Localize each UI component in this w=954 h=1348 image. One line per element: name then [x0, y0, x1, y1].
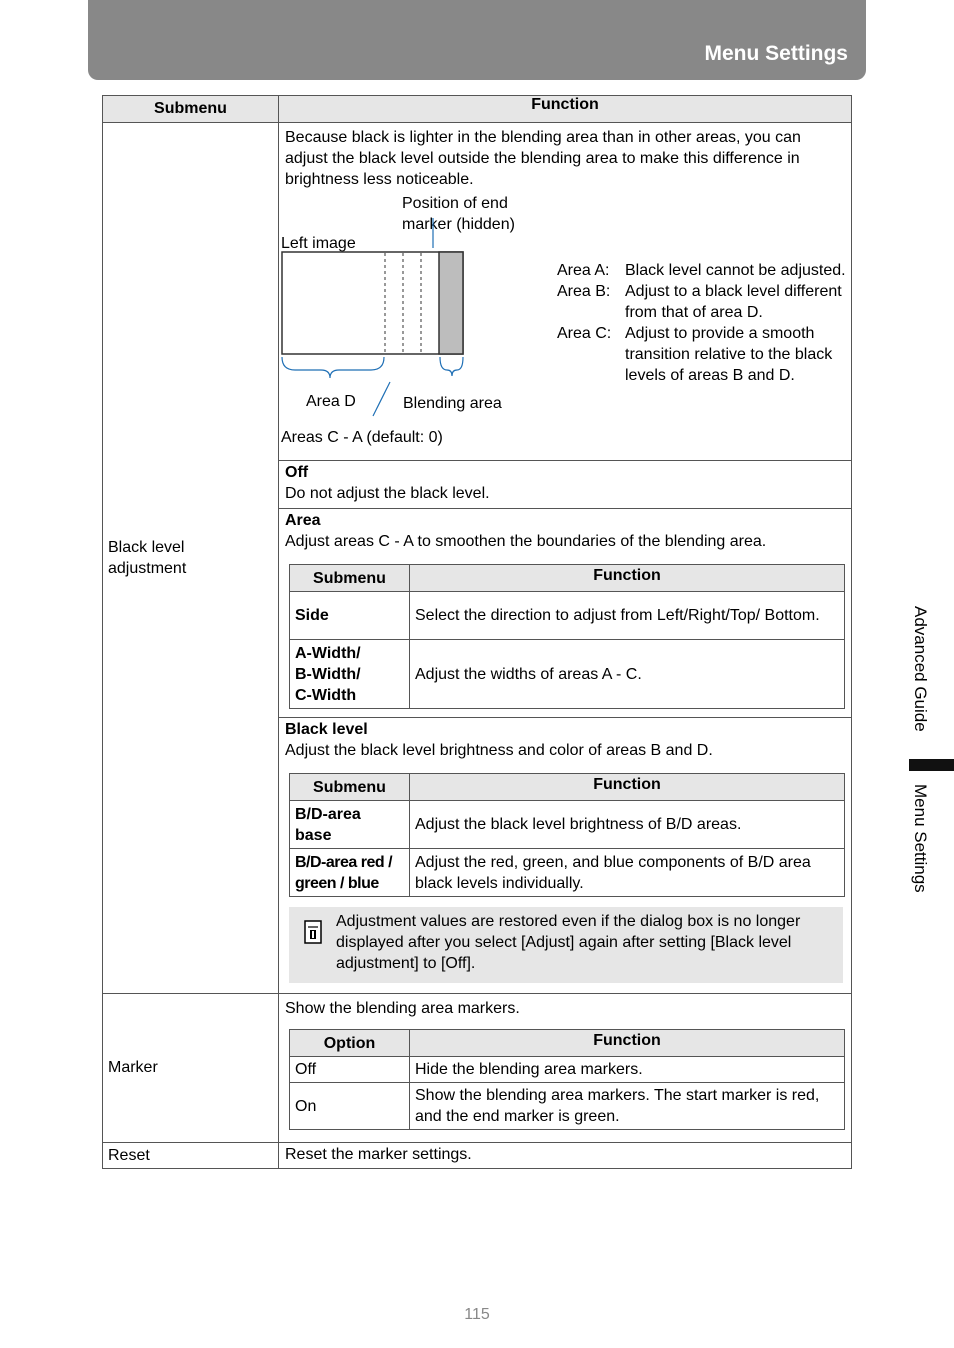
table-row: [290, 801, 845, 849]
marker-subtable: [289, 1029, 845, 1130]
row-label-reset: Reset: [103, 1143, 279, 1169]
submenu-bd-base: [290, 801, 410, 849]
blending-diagram-graphic: [281, 218, 481, 428]
marker-desc: Show the blending area markers.: [285, 1000, 520, 1017]
marker-cell: [279, 994, 852, 1143]
table-row: [290, 1083, 845, 1130]
table-row: [290, 1057, 845, 1083]
option-on: On: [290, 1083, 410, 1130]
legend-key: Area B:: [557, 283, 611, 300]
legend-item: [557, 281, 857, 323]
off-desc: Do not adjust the black level.: [285, 485, 490, 502]
blending-diagram: [281, 190, 846, 460]
option-off: Off: [290, 1057, 410, 1083]
legend-item: [557, 260, 857, 281]
legend-item: [557, 323, 857, 386]
areas-ca-label: Areas C - A (default: 0): [281, 429, 443, 446]
note-text: Adjustment values are restored even if the dialog box is no longer displayed after you select [Adjust] again after setting [Black level adjustment] to [Off].: [336, 913, 801, 972]
table-row: [290, 640, 845, 709]
page-number: 115: [464, 1306, 490, 1323]
submenu-bd-rgb-func: Adjust the red, green, and blue components of B/D area black levels individually.: [410, 849, 845, 897]
side-tab-advanced-guide[interactable]: Advanced Guide: [911, 606, 930, 732]
off-cell: [279, 461, 852, 509]
sub-col-function: Function: [410, 1030, 845, 1057]
area-title: Area: [285, 512, 321, 529]
sub-col-submenu: Submenu: [290, 565, 410, 592]
area-cell: [279, 509, 852, 718]
legend-text: Black level cannot be adjusted.: [625, 262, 846, 279]
note-box: [289, 907, 843, 983]
submenu-widths-func: Adjust the widths of areas A - C.: [410, 640, 845, 709]
black-level-label: Black level adjustment: [108, 539, 187, 577]
area-desc: Adjust areas C - A to smoothen the boundaries of the blending area.: [285, 533, 767, 550]
black-level-desc: Adjust the black level brightness and color of areas B and D.: [285, 742, 713, 759]
submenu-bd-base-text: B/D-area base: [295, 805, 361, 844]
position-label-1: Position of end: [402, 195, 508, 212]
option-off-func: Hide the blending area markers.: [410, 1057, 845, 1083]
submenu-bd-rgb: B/D-area red / green / blue: [290, 849, 410, 897]
blending-area-label: Blending area: [403, 395, 502, 412]
header-title: Menu Settings: [704, 42, 848, 65]
col-header-submenu: Submenu: [103, 96, 279, 123]
black-level-intro-cell: [279, 123, 852, 461]
area-legend: [557, 260, 857, 386]
legend-key: Area C:: [557, 325, 612, 342]
black-level-title: Black level: [285, 721, 368, 738]
table-row: [290, 592, 845, 640]
sub-col-option: Option: [290, 1030, 410, 1057]
area-d-label: Area D: [306, 393, 356, 410]
legend-text: Adjust to a black level different from that of area D.: [625, 283, 842, 321]
legend-key: Area A:: [557, 262, 610, 279]
submenu-widths: [290, 640, 410, 709]
note-icon: [303, 919, 323, 951]
sub-col-function: Function: [410, 565, 845, 592]
page-header: [88, 0, 866, 80]
submenu-side: Side: [290, 592, 410, 640]
row-label-marker: Marker: [103, 994, 279, 1143]
table-row: [290, 849, 845, 897]
legend-text: Adjust to provide a smooth transition relative to the black levels of areas B and D.: [625, 325, 833, 384]
reset-desc: Reset the marker settings.: [279, 1143, 852, 1169]
submenu-bd-base-func: Adjust the black level brightness of B/D areas.: [410, 801, 845, 849]
col-header-function: Function: [279, 96, 852, 123]
position-label-2: marker (hidden): [402, 216, 515, 233]
submenu-side-func: Select the direction to adjust from Left/Right/Top/ Bottom.: [410, 592, 845, 640]
black-level-intro: Because black is lighter in the blending area than in other areas, you can adjust the black level outside the blending area to make this difference in brightness less noticeable.: [285, 129, 801, 188]
left-image-label: Left image: [281, 235, 356, 252]
side-tab-indicator: [909, 759, 954, 771]
area-subtable: [289, 564, 845, 709]
black-level-cell: [279, 718, 852, 994]
menu-table: [102, 95, 852, 1169]
sub-col-submenu: Submenu: [290, 774, 410, 801]
row-label-black-level: [103, 123, 279, 994]
submenu-widths-text: A-Width/ B-Width/ C-Width: [295, 644, 361, 704]
sub-col-function: Function: [410, 774, 845, 801]
side-tab-menu-settings[interactable]: Menu Settings: [911, 784, 930, 893]
option-on-func: Show the blending area markers. The start marker is red, and the end marker is green.: [410, 1083, 845, 1130]
black-level-subtable: [289, 773, 845, 897]
off-title: Off: [285, 464, 309, 481]
